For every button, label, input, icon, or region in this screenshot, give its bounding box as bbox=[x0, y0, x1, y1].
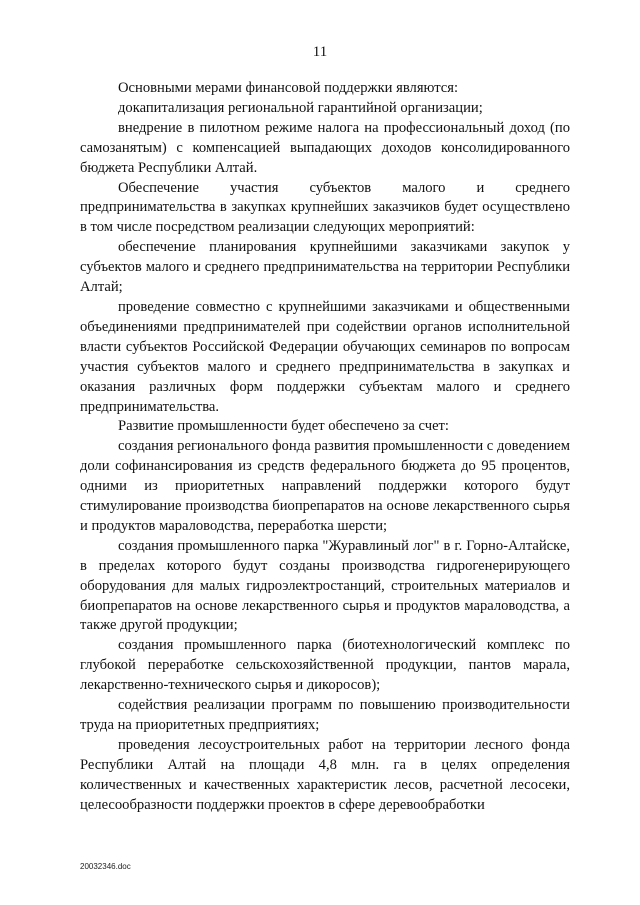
paragraph-labor-productivity: содействия реализации программ по повышению производительности труда на приоритетных предприятиях; bbox=[80, 697, 570, 733]
paragraph-self-employed-tax: внедрение в пилотном режиме налога на профессиональный доход (по самозанятым) с компенсацией выпадающих доходов консолидированного бюджета Республики Алтай. bbox=[80, 119, 570, 176]
paragraph-biotech-industrial-park: создания промышленного парка (биотехнологический комплекс по глубокой переработке сельскохозяйственной продукции, пантов марала, лекарственно-технического сырья и дикоросов); bbox=[80, 637, 570, 694]
document-filename-footer: 20032346.doc bbox=[80, 862, 131, 871]
paragraph-industry-fund: создания регионального фонда развития промышленности с доведением доли софинансирования из средств федерального бюджета до 95 процентов, одними из приоритетных направлений поддержки которого будут стимулирование производства биопрепаратов на основе лекарственного сырья и продуктов мараловодства, переработка шерсти; bbox=[80, 438, 570, 534]
paragraph-procurement-planning: обеспечение планирования крупнейшими заказчиками закупок у субъектов малого и среднего предпринимательства на территории Республики Алтай; bbox=[80, 239, 570, 296]
page-number: 11 bbox=[312, 44, 328, 60]
paragraph-guarantee-organization: докапитализация региональной гарантийной организации; bbox=[118, 99, 483, 116]
document-body bbox=[80, 79, 570, 816]
paragraph-financial-support-intro: Основными мерами финансовой поддержки являются: bbox=[118, 80, 459, 96]
paragraph-forest-management: проведения лесоустроительных работ на территории лесного фонда Республики Алтай на площади 4,8 млн. га в целях определения количественных и качественных характеристик лесов, расчетной лесосеки, целесообразности поддержки проектов в сфере деревообработки bbox=[80, 736, 570, 813]
paragraph-industrial-park-zhuravliny-log: создания промышленного парка "Журавлиный лог" в г. Горно-Алтайске, в пределах которого будут созданы производства гидрогенерирующего оборудования для малых гидроэлектростанций, строительных материалов и биопрепаратов на основе лекарственного сырья и продуктов мараловодства, а также другой продукции; bbox=[80, 537, 570, 634]
paragraph-industry-development-intro: Развитие промышленности будет обеспечено за счет: bbox=[118, 418, 449, 435]
paragraph-training-seminars: проведение совместно с крупнейшими заказчиками и общественными объединениями предпринимателей при содействии органов исполнительной власти субъектов Российской Федерации обучающих семинаров по вопросам участия субъектов малого и среднего предпринимательства в закупках и оказания различных форм поддержки субъектам малого и среднего предпринимательства. bbox=[80, 298, 570, 415]
paragraph-procurement-participation: Обеспечение участия субъектов малого и среднего предпринимательства в закупках крупнейших заказчиков будет осуществлено в том числе посредством реализации следующих мероприятий: bbox=[80, 179, 570, 236]
